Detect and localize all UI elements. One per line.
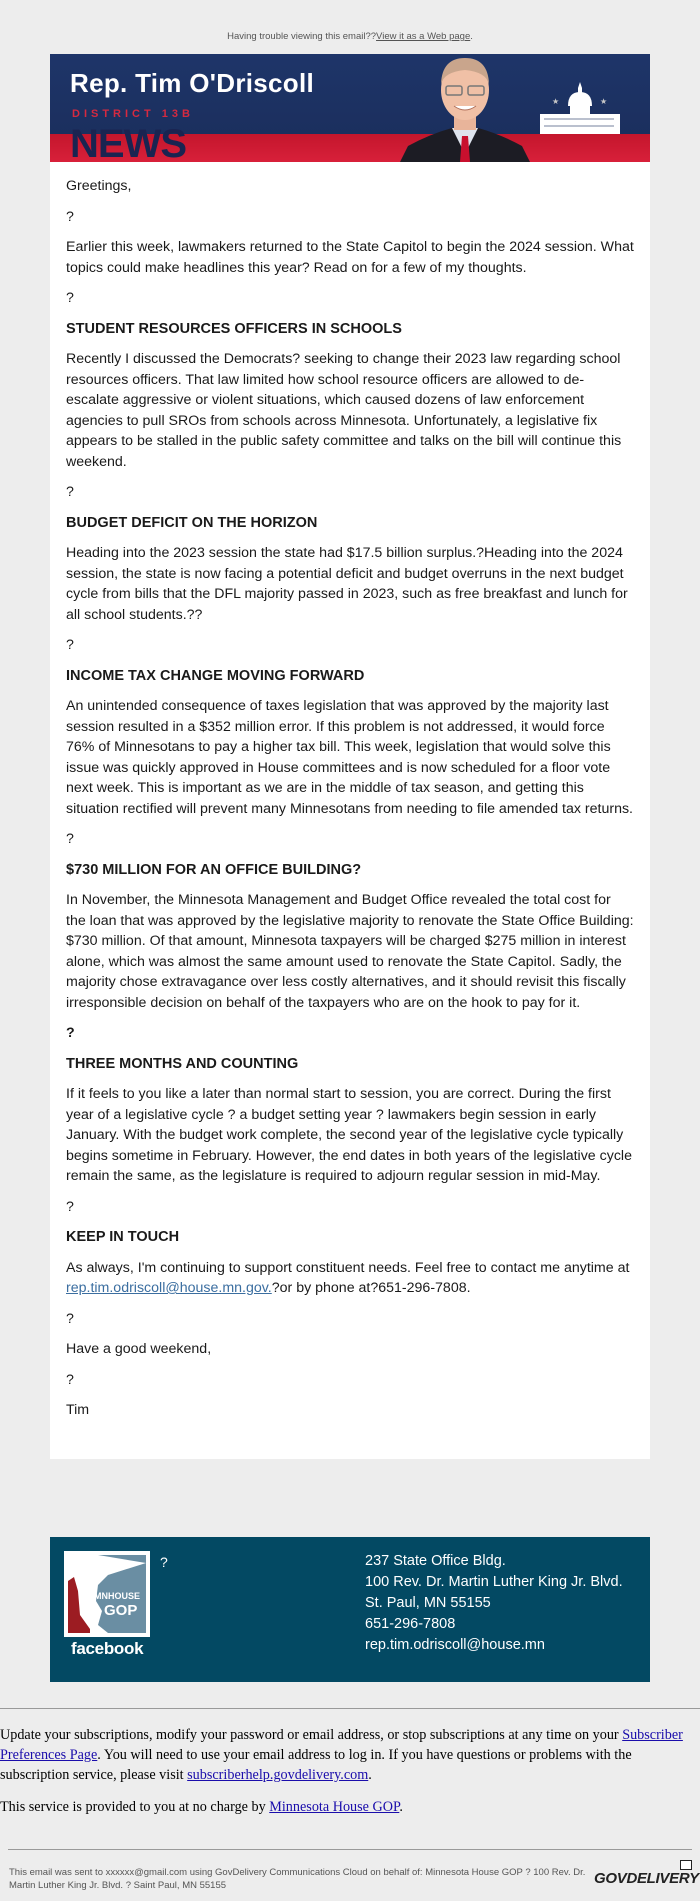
minnesota-map-icon bbox=[68, 1555, 146, 1633]
sent-to-notice: This email was sent to xxxxxx@gmail.com using GovDelivery Communications Cloud on behalf of: Minnesota House GOP ? 100 Rev. Dr. Martin Luther King Jr. Blvd. ? Saint Paul, MN 55155 bbox=[9, 1867, 586, 1891]
section-heading-budget: BUDGET DEFICIT ON THE HORIZON bbox=[66, 514, 318, 531]
preheader bbox=[0, 31, 700, 42]
email-footer bbox=[50, 1537, 650, 1682]
news-label: NEWS bbox=[70, 122, 186, 162]
svg-text:★: ★ bbox=[552, 97, 560, 106]
footer-placeholder: ? bbox=[160, 1554, 168, 1570]
spacer: ? bbox=[66, 1310, 74, 1327]
spacer: ? bbox=[66, 1025, 75, 1041]
minnesota-house-gop-link[interactable]: Minnesota House GOP bbox=[269, 1799, 400, 1815]
closing: Have a good weekend, bbox=[66, 1341, 212, 1357]
address-line: 100 Rev. Dr. Martin Luther King Jr. Blvd. bbox=[365, 1574, 623, 1590]
representative-photo bbox=[390, 54, 540, 162]
spacer: ? bbox=[66, 290, 74, 306]
preheader-text: Having trouble viewing this email?? bbox=[227, 31, 377, 42]
svg-text:★: ★ bbox=[600, 97, 608, 106]
office-phone: 651-296-7808 bbox=[365, 1616, 456, 1632]
preheader-suffix: . bbox=[470, 31, 473, 42]
subscription-text: Update your subscriptions, modify your password or email address, or stop subscriptions at any time on your bbox=[0, 1727, 623, 1743]
provider-text: This service is provided to you at no charge by bbox=[0, 1799, 270, 1815]
spacer: ? bbox=[66, 208, 74, 225]
keep-in-touch-text-before: As always, I'm continuing to support constituent needs. Feel free to contact me anytime at bbox=[66, 1259, 630, 1276]
provider-text: . bbox=[399, 1799, 403, 1815]
email-link[interactable]: rep.tim.odriscoll@house.mn.gov. bbox=[66, 1280, 272, 1296]
keep-in-touch-text-after: ?or by phone at?651-296-7808. bbox=[271, 1280, 471, 1296]
section-heading-three-months: THREE MONTHS AND COUNTING bbox=[66, 1055, 299, 1072]
district-label: DISTRICT 13B bbox=[72, 108, 194, 120]
svg-text:GOP: GOP bbox=[104, 1602, 138, 1619]
email-container bbox=[50, 54, 650, 1459]
facebook-link[interactable]: facebook bbox=[71, 1639, 144, 1658]
intro-paragraph: Earlier this week, lawmakers returned to the State Capitol to begin the 2024 session. What topics could make headlines this year? Read on for a few of my thoughts. bbox=[66, 239, 634, 276]
capitol-icon bbox=[538, 80, 622, 134]
spacer: ? bbox=[66, 1198, 74, 1215]
section-text-budget: Heading into the 2023 session the state had $17.5 billion surplus.?Heading into the 2024 session, the state is now facing a potential deficit and budget overruns in the next budget cycle from bills that the DFL majority passed in 2023, such as free breakfast and lunch for all school students.?? bbox=[66, 545, 628, 623]
section-heading-keep-in-touch: KEEP IN TOUCH bbox=[66, 1229, 180, 1245]
mn-house-gop-logo[interactable] bbox=[64, 1551, 150, 1637]
section-heading-office-building: $730 MILLION FOR AN OFFICE BUILDING? bbox=[66, 861, 362, 878]
section-heading-income-tax: INCOME TAX CHANGE MOVING FORWARD bbox=[66, 667, 365, 684]
email-body bbox=[50, 162, 650, 1459]
envelope-icon bbox=[680, 1860, 692, 1870]
govdelivery-brand: GOVDELIVERY bbox=[594, 1870, 699, 1887]
govdelivery-logo[interactable] bbox=[594, 1870, 699, 1887]
subscription-text: . bbox=[368, 1767, 372, 1783]
spacer: ? bbox=[66, 831, 74, 847]
subscriber-help-link[interactable]: subscriberhelp.govdelivery.com bbox=[187, 1767, 369, 1783]
signature: Tim bbox=[66, 1402, 90, 1418]
address-line: 237 State Office Bldg. bbox=[365, 1553, 506, 1569]
header-banner bbox=[50, 54, 650, 162]
address-line: St. Paul, MN 55155 bbox=[365, 1595, 491, 1611]
section-text-office-building: In November, the Minnesota Management and Budget Office revealed the total cost for the loan that was approved by the legislative majority to renovate the State Office Building: $730 million. Of that amount, Minnesota taxpayers will be charged $275 million in interest alone, which was almost the same amount used to renovate the State Capitol. Sadly, the majority chose extravagance over less costly alternatives, and it should revisit this fiscally irresponsible decision on behalf of the taxpayers who are on the hook to pay for it. bbox=[66, 892, 634, 1011]
subscriber-preferences-link[interactable]: Subscriber Preferences Page bbox=[0, 1727, 683, 1763]
greeting: Greetings, bbox=[66, 178, 132, 194]
keep-in-touch-text bbox=[66, 1258, 634, 1299]
subscription-notice bbox=[0, 1725, 700, 1829]
section-text-income-tax: An unintended consequence of taxes legislation that was approved by the majority last session resulted in a $352 million error. If this problem is not addressed, it would force 76% of Minnesotans to pay a higher tax bill. This week, legislation that would solve this issue was quickly approved in House committees and is now scheduled for a floor vote next week. This is important as we are in the middle of tax season, and getting this situation rectified will prevent many Minnesotans from needing to file amended tax returns. bbox=[66, 698, 634, 817]
spacer: ? bbox=[66, 484, 74, 500]
section-heading-sro: STUDENT RESOURCES OFFICERS IN SCHOOLS bbox=[66, 320, 402, 337]
spacer: ? bbox=[66, 1371, 74, 1388]
office-email: rep.tim.odriscoll@house.mn bbox=[365, 1637, 545, 1653]
representative-name: Rep. Tim O'Driscoll bbox=[70, 68, 315, 98]
subscription-text: . You will need to use your email address to log in. If you have questions or problems with the subscription service, please visit bbox=[0, 1747, 632, 1783]
view-as-web-page-link[interactable]: View it as a Web page bbox=[376, 31, 471, 42]
spacer: ? bbox=[66, 637, 74, 653]
divider bbox=[0, 1708, 700, 1709]
office-address bbox=[365, 1551, 623, 1656]
section-text-three-months: If it feels to you like a later than normal start to session, you are correct. During the first year of a legislative cycle ? a budget setting year ? lawmakers begin session in early January. With the budget work complete, the second year of the legislative cycle typically begins sometime in February. However, the end dates in both years of the legislative cycle remain the same, as the legislature is required to adjourn regular session in mid-May. bbox=[66, 1086, 632, 1184]
section-text-sro: Recently I discussed the Democrats? seeking to change their 2023 law regarding school resources officers. That law limited how school resource officers are allowed to de-escalate aggressive or violent situations, which caused dozens of law enforcement agencies to pull SROs from schools across Minnesota. Unfortunately, a legislative fix appears to be stalled in the public safety committee and talks on the bill will continue this weekend. bbox=[66, 351, 622, 470]
svg-text:MNHOUSE: MNHOUSE bbox=[94, 1591, 141, 1601]
divider bbox=[8, 1849, 692, 1850]
